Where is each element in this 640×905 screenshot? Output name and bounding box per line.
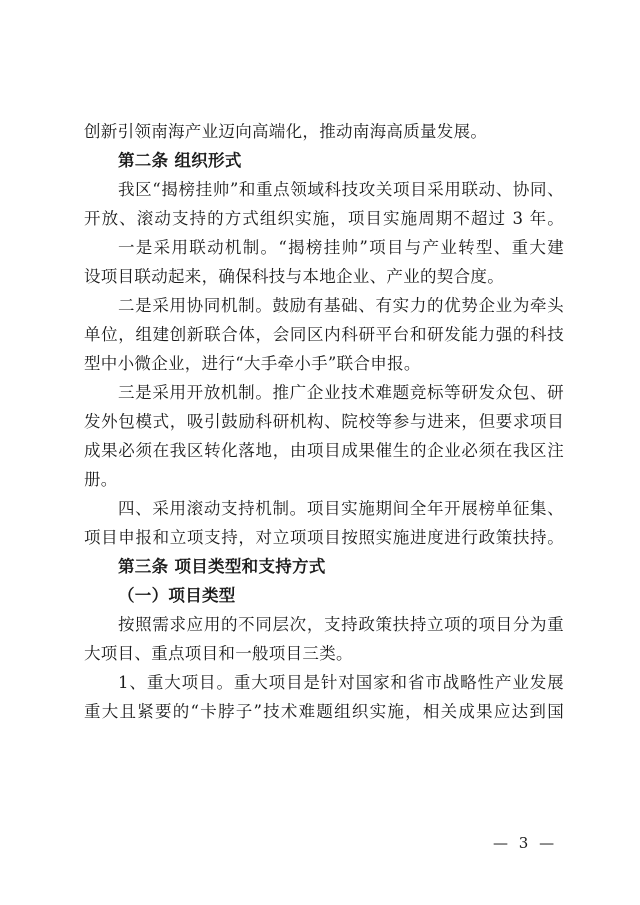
paragraph-line: 三是采用开放机制。推广企业技术难题竞标等研发众包、研 (118, 383, 564, 402)
paragraph-line: 发外包模式，吸引鼓励科研机构、院校等参与进来，但要求项目 (84, 412, 564, 431)
paragraph-line: 项目申报和立项支持，对立项项目按照实施进度进行政策扶持。 (84, 528, 564, 547)
article-heading-2: 第二条 组织形式 (118, 151, 242, 170)
paragraph-line: 单位，组建创新联合体，会同区内科研平台和研发能力强的科技 (84, 325, 564, 344)
page-number: — 3 — (493, 834, 558, 852)
paragraph-line: 册。 (84, 470, 118, 489)
paragraph-line: 我区“揭榜挂帅”和重点领域科技攻关项目采用联动、协同、 (118, 180, 564, 199)
paragraph-line: 创新引领南海产业迈向高端化，推动南海高质量发展。 (84, 122, 488, 141)
paragraph-line: 二是采用协同机制。鼓励有基础、有实力的优势企业为牵头 (118, 296, 564, 315)
paragraph-line: 按照需求应用的不同层次，支持政策扶持立项的项目分为重 (118, 615, 564, 634)
paragraph-line: 大项目、重点项目和一般项目三类。 (84, 644, 353, 663)
section-subheading: （一）项目类型 (118, 586, 236, 605)
article-heading-3: 第三条 项目类型和支持方式 (118, 557, 326, 576)
paragraph-line: 成果必须在我区转化落地，由项目成果催生的企业必须在我区注 (84, 441, 564, 460)
paragraph-line: 开放、滚动支持的方式组织实施，项目实施周期不超过 3 年。 (84, 209, 564, 228)
paragraph-line: 一是采用联动机制。“揭榜挂帅”项目与产业转型、重大建 (118, 238, 564, 257)
paragraph-line: 重大且紧要的“卡脖子”技术难题组织实施，相关成果应达到国 (84, 702, 564, 721)
paragraph-line: 四、采用滚动支持机制。项目实施期间全年开展榜单征集、 (118, 499, 564, 518)
paragraph-line: 型中小微企业，进行“大手牵小手”联合申报。 (84, 354, 421, 373)
document-body (84, 117, 564, 726)
paragraph-line: 设项目联动起来，确保科技与本地企业、产业的契合度。 (84, 267, 504, 286)
paragraph-line: 1、重大项目。重大项目是针对国家和省市战略性产业发展 (118, 673, 564, 692)
